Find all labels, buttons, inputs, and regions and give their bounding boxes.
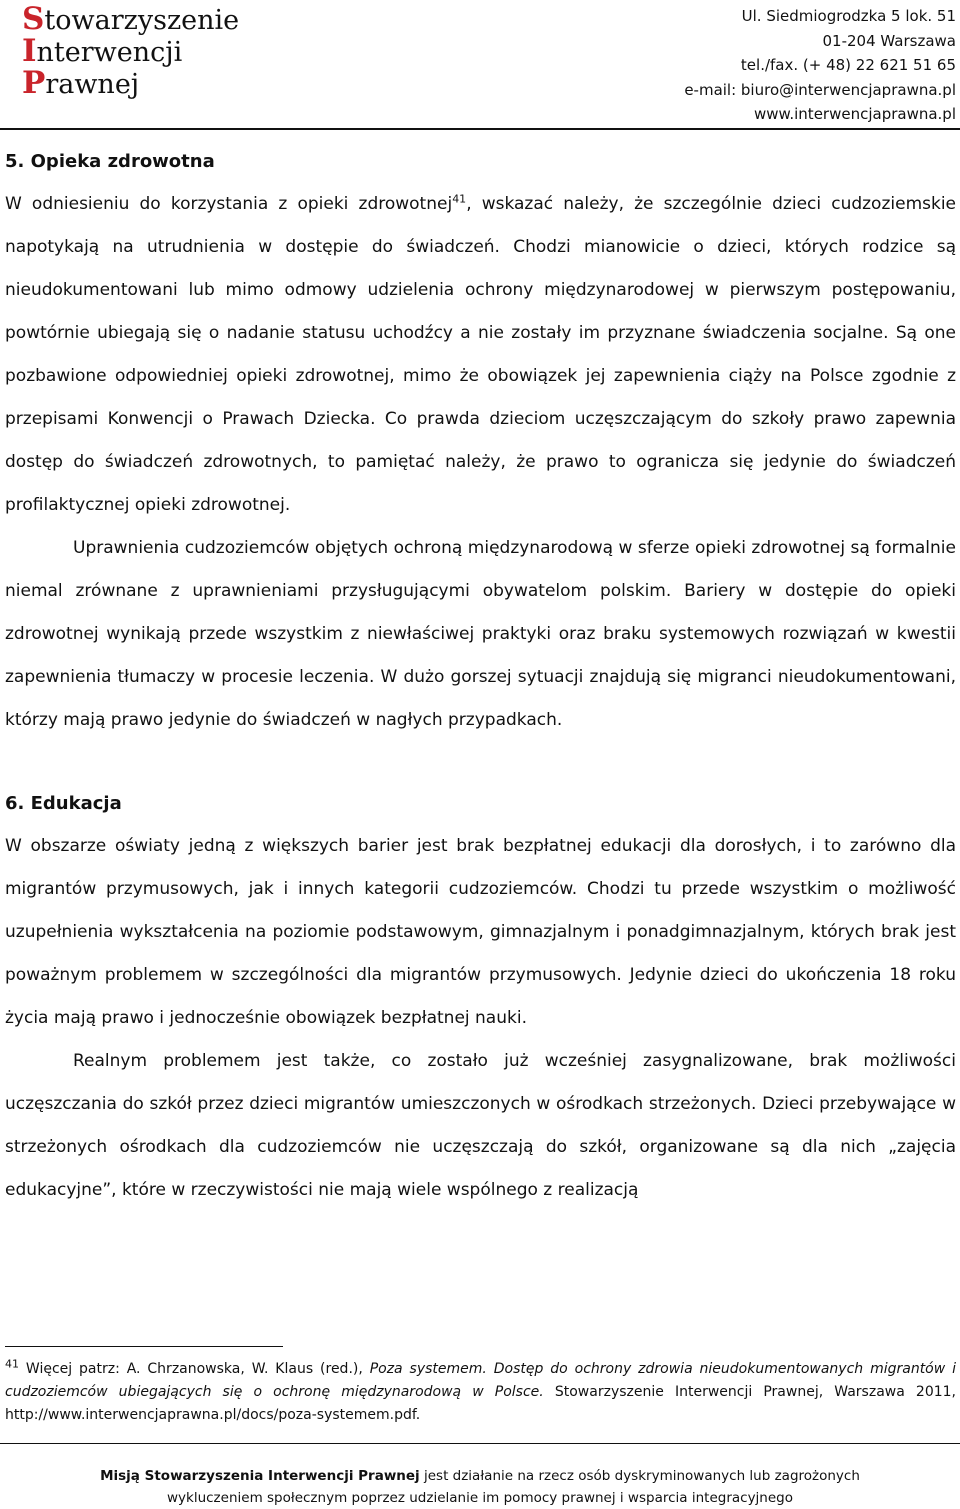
contact-email: e-mail: biuro@interwencjaprawna.pl	[684, 80, 956, 99]
footnote-reference: 41	[452, 192, 467, 206]
header-divider	[0, 128, 960, 130]
paragraph-health-1: W odniesieniu do korzystania z opieki zdrowotnej$^{41}$, wskazać należy, że szczególnie dzieci cudzoziemskie napotykają na utrudnienia w dostępie do świadczeń. Chodzi mianowicie o dzieci, których rodzice są nieudokumentowani lub mimo odmowy udzielenia ochrony międzynarodowej w pierwszym postępowaniu, powtórnie ubiegają się o nadanie statusu uchodźcy a nie zostały im przyznane świadczenia socjalne. Są one pozbawione odpowiedniej opieki zdrowotnej, mimo że obowiązek jej zapewnienia ciąży na Polsce zgodnie z przepisami Konwencji o Prawach Dziecka. Co prawda dzieciom uczęszczającym do szkoły prawo zapewnia dostęp do świadczeń zdrowotnych, to pamiętać należy, że prawo to ogranicza się jedynie do świadczeń profilaktycznej opieki zdrowotnej.	[5, 192, 957, 515]
mission-footer	[0, 1465, 960, 1509]
logo-line-3: Prawnej	[22, 65, 140, 101]
section-spacer	[5, 742, 956, 782]
contact-website: www.interwencjaprawna.pl	[753, 105, 956, 123]
contact-address: Ul. Siedmiogrodzka 5 lok. 51	[741, 7, 956, 25]
letterhead	[0, 0, 960, 130]
logo-line-1: Stowarzyszenie	[22, 1, 240, 37]
contact-city: 01-204 Warszawa	[822, 31, 956, 50]
organization-logo	[22, 1, 240, 101]
footer-line-2: wykluczeniem społecznym poprzez udzielanie im pomocy prawnej i wsparcia integracyjnego	[166, 1490, 793, 1506]
footnote-separator	[5, 1346, 283, 1347]
logo-line-2: Interwencji	[22, 33, 183, 69]
paragraph-education-2: Realnym problemem jest także, co zostało już wcześniej zasygnalizowane, brak możliwości uczęszczania do szkół przez dzieci migrantów umieszczonych w ośrodkach strzeżonych. Dzieci przebywające w strzeżonych ośrodkach dla cudzoziemców nie uczęszczają do szkół, organizowane są dla nich „zajęcia edukacyjne”, które w rzeczywistości nie mają wiele wspólnego z realizacją	[5, 1051, 956, 1200]
paragraph-health-2: Uprawnienia cudzoziemców objętych ochroną międzynarodową w sferze opieki zdrowotnej są formalnie niemal zrównane z uprawnieniami przysługującymi obywatelom polskim. Bariery w dostępie do opieki zdrowotnej wynikają przede wszystkim z niewłaściwej praktyki oraz braku systemowych rozwiązań w kwestii zapewnienia tłumaczy w procesie leczenia. W dużo gorszej sytuacji znajdują się migranci nieudokumentowani, którzy mają prawo jedynie do świadczeń w nagłych przypadkach.	[5, 538, 956, 730]
section-heading-health: 5. Opieka zdrowotna	[5, 151, 215, 172]
footnote-title: Poza systemem. Dostęp do ochrony zdrowia nieudokumentowanych migrantów i cudzoziemców ubiegających się o ochronę międzynarodową w Polsce.	[5, 1361, 956, 1400]
contact-phone: tel./fax. (+ 48) 22 621 51 65	[740, 56, 956, 74]
contact-block	[684, 4, 956, 127]
document-body	[5, 140, 956, 1212]
footnote-number: 41	[5, 1357, 19, 1371]
footer-divider	[0, 1443, 960, 1444]
footnote: $^{41}$ Więcej patrz: A. Chrzanowska, W. Klaus (red.), Poza systemem. Dostęp do ochrony zdrowia nieudokumentowanych migrantów i cudzoziemców ubiegających się o ochronę międzynarodową w Polsce. Stowarzyszenie Interwencji Prawnej, Warszawa 2011, http://www.interwencjaprawna.pl/docs/poza-systemem.pdf.	[5, 1357, 957, 1423]
paragraph-education-1: W obszarze oświaty jedną z większych barier jest brak bezpłatnej edukacji dla dorosłych, i to zarówno dla migrantów przymusowych, jak i innych kategorii cudzoziemców. Chodzi tu przede wszystkim o możliwość uzupełnienia wykształcenia na poziomie podstawowym, gimnazjalnym i ponadgimnazjalnym, których brak jest poważnym problemem w szczególności dla migrantów przymusowych. Jedynie dzieci do ukończenia 18 roku życia mają prawo i jednocześnie obowiązek bezpłatnej nauki.	[5, 836, 956, 1028]
footer-line-1: Misją Stowarzyszenia Interwencji Prawnej jest działanie na rzecz osób dyskryminowanych lub zagrożonych	[100, 1468, 860, 1484]
section-heading-education: 6. Edukacja	[5, 793, 122, 814]
